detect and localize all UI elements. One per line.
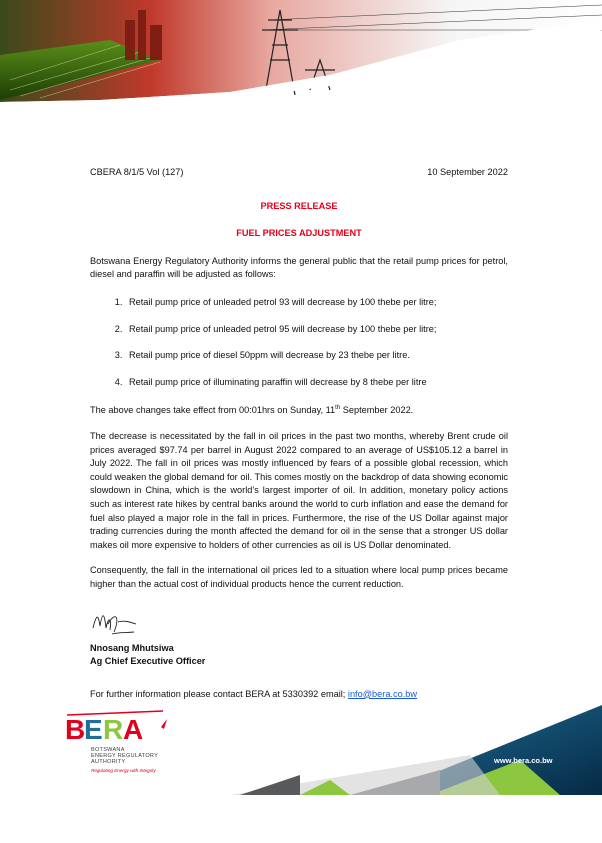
list-item: 4. Retail pump price of illuminating paraffin will decrease by 8 thebe per litre [125, 376, 508, 390]
logo-line: BOTSWANA [91, 747, 125, 753]
reference-line [90, 166, 508, 180]
effective-date-paragraph [90, 402, 508, 418]
logo-line: ENERGY REGULATORY [91, 753, 159, 759]
contact-text: For further information please contact BERA at 5330392 email; [90, 688, 348, 699]
logo-tagline: Regulating Energy with Integrity [91, 768, 156, 773]
header-banner-image [0, 0, 602, 110]
list-item: 1. Retail pump price of unleaded petrol 93 will decrease by 100 thebe per litre; [125, 296, 508, 310]
bera-logo-mark [63, 709, 183, 749]
svg-text:A: A [123, 714, 144, 745]
list-item: 3. Retail pump price of diesel 50ppm will decrease by 23 thebe per litre. [125, 349, 508, 363]
intro-paragraph: Botswana Energy Regulatory Authority informs the general public that the retail pump prices for petrol, diesel and paraffin will be adjusted as follows: [90, 255, 508, 280]
document-title: PRESS RELEASE [260, 200, 338, 211]
svg-text:E: E [84, 714, 103, 745]
release-date: 10 September 2022 [427, 167, 508, 177]
effect-prefix: The above changes take effect from 00:01hrs on Sunday, 11 [90, 405, 336, 416]
signature-image [90, 606, 140, 640]
reason-paragraph: The decrease is necessitated by the fall in oil prices in the past two months, whereby Brent crude oil prices averaged $97.74 per barrel in August 2022 compared to an average of US$105.12 a barrel in July 2022. The fall in oil prices was mostly influenced by fears of a possible global recession, which could weaken the global demand for oil. This comes mostly on the backdrop of data showing economic slowdown in China, which is the world’s largest importer of oil. In addition, monetary policy actions such as interest rate hikes by central banks around the world to curb inflation and ease the demand for fuel also played a major role in the fall in prices. Furthermore, the rise of the US Dollar against major trading currencies during the month affected the demand for oil in the sense that a stronger US dollar makes oil more expensive to holders of other currencies as oil is US Dollar denominated. [90, 431, 508, 550]
logo-wording [91, 747, 158, 765]
bera-logo [63, 709, 183, 779]
effect-superscript: th [335, 405, 341, 412]
list-item: 2. Retail pump price of unleaded petrol 95 will decrease by 100 thebe per litre; [125, 323, 508, 337]
document-subtitle: FUEL PRICES ADJUSTMENT [236, 228, 362, 239]
contact-email-link[interactable]: info@bera.co.bw [347, 688, 417, 699]
svg-text:B: B [65, 714, 86, 745]
signatory-title: Ag Chief Executive Officer [90, 656, 206, 667]
press-release-body [90, 166, 508, 701]
footer-website: www.bera.co.bw [494, 756, 553, 765]
signature [90, 606, 508, 642]
consequence-paragraph: Consequently, the fall in the international oil prices led to a situation where local pump prices became higher than the actual cost of individual products hence the current reduction. [90, 565, 508, 589]
signatory-name: Nnosang Mhutsiwa [90, 642, 174, 653]
logo-line: AUTHORITY [91, 759, 126, 765]
svg-text:R: R [103, 714, 124, 745]
effect-suffix: September 2022. [340, 405, 414, 416]
price-adjustment-list [90, 296, 508, 389]
reference-number: CBERA 8/1/5 Vol (127) [90, 167, 184, 177]
